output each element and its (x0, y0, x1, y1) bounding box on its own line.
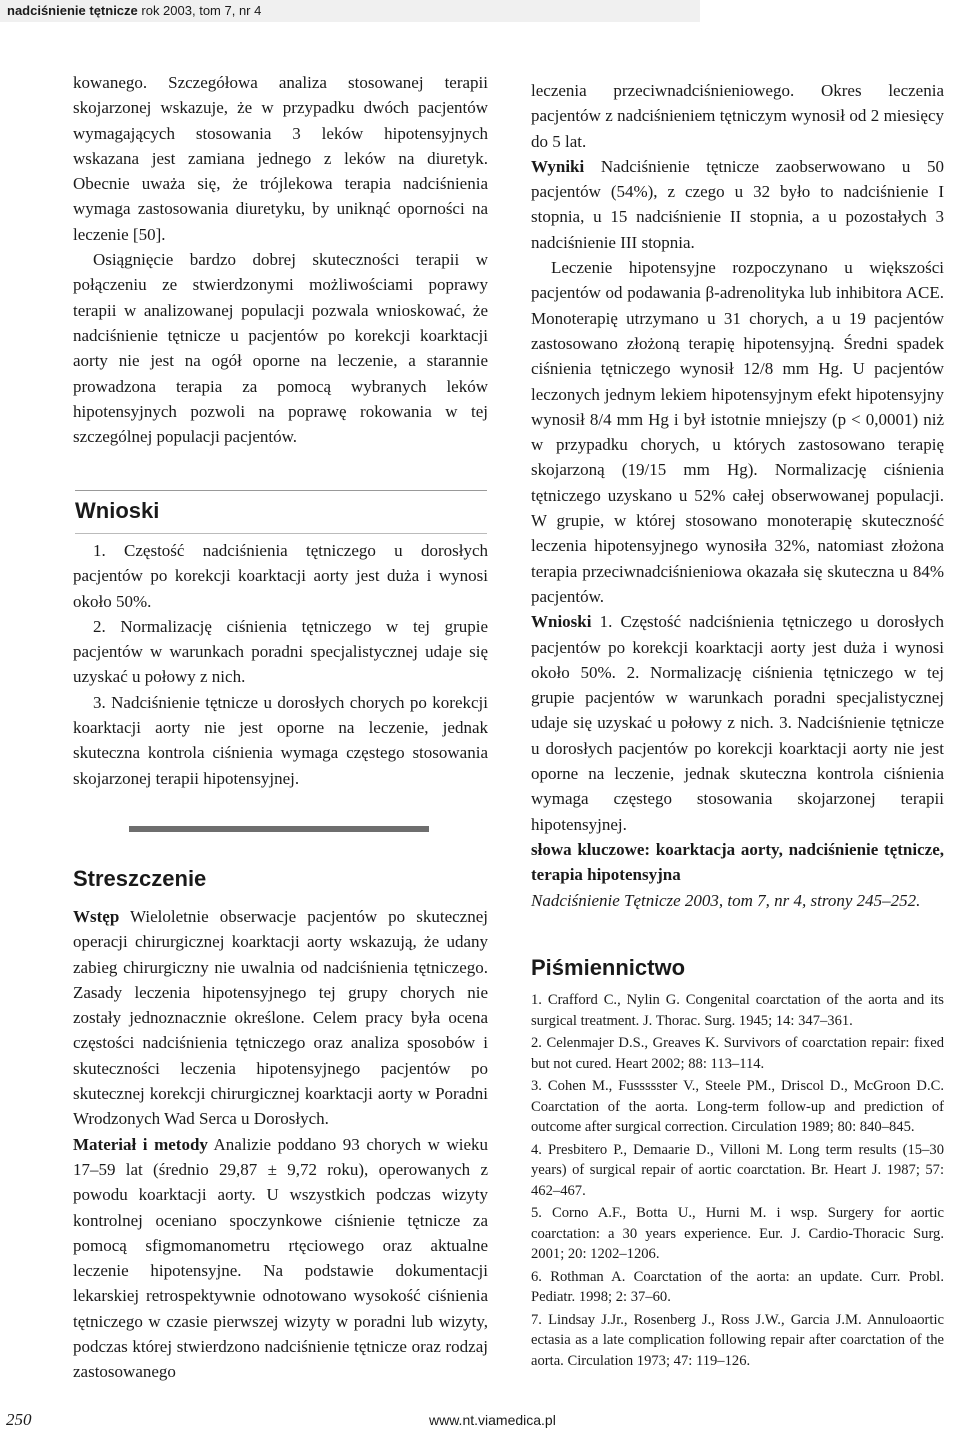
abstract-paragraph (73, 1132, 488, 1385)
page-number: 250 (6, 1410, 32, 1429)
abstract-paragraph: Leczenie hipotensyjne rozpoczynano u większości pacjentów od podawania β-adrenolityka lub inhibitora ACE. Monoterapię utrzymano u 31 chorych, a u 19 pacjentów zastosowano złożoną terapię hipotensyjną. Średni spadek ciśnienia tętniczego wynosił 12/8 mm Hg. U pacjentów leczonych jednym lekiem hipotensyjnym efekt hipotensyjny wynosił 8/4 mm Hg i był istotnie mniejszy (p < 0,0001) niż w przypadku chorych, u których zastosowano terapię skojarzoną (19/15 mm Hg). Normalizację ciśnienia tętniczego uzyskano u 52% całej obserwowanej populacji. W grupie, w której stosowano monoterapię skuteczność leczenia hipotensyjnego wynosiła 32%, natomiast złożona terapia przeciwnadciśnieniowa okazała się skuteczna u 84% pacjentów. (531, 258, 944, 606)
text-wyniki: Nadciśnienie tętnicze zaobserwowano u 50 pacjentów (54%), z czego u 32 było to nadciśnienie I stopnia, u 15 nadciśnienie II stopnia, a u pozostałych 3 nadciśnienie III stopnia. (531, 156, 944, 252)
abstract-right (531, 78, 944, 913)
header-text (7, 0, 261, 22)
text-wnioski: 1. Częstość nadciśnienia tętniczego u dorosłych pacjentów po korekcji koarktacji aorty jest duża i wynosi około 50%. 2. Normalizację ciśnienia tętniczego w tej grupie pacjentów w warunkach poradni specjalistycznej udaje się uzyskać u połowy z nich. 3. Nadciśnienie tętnicze u dorosłych pacjentów po korekcji koarktacji aorty nie jest oporne na leczenie, jednak skuteczna kontrola ciśnienia wymaga częstego stosowania skojarzonej terapii hipotensyjnej. (531, 612, 944, 834)
keywords: słowa kluczowe: koarktacja aorty, nadciśnienie tętnicze, terapia hipotensyjna (531, 839, 944, 885)
left-column-top (73, 70, 488, 449)
conclusion-item: 2. Normalizację ciśnienia tętniczego w tej grupie pacjentów w warunkach poradni specjalistycznej udaje się uzyskać u połowy z nich. (73, 616, 488, 687)
reference-item: 2. Celenmajer D.S., Greaves K. Survivors of coarctation repair: fixed but not cured. Heart 2002; 88: 113–114. (531, 1035, 944, 1072)
body-paragraph: kowanego. Szczegółowa analiza stosowanej terapii skojarzonej wskazuje, że w przypadku dwóch pacjentów wymagających stosowania 3 leków hipotensyjnych wskazana jest zamiana jednego z leków na diuretyk. Obecnie uważa się, że trójlekowa terapia nadciśnienia wymaga zastosowania diuretyku, by uniknąć oporności na leczenie [50]. (73, 73, 488, 244)
label-wyniki: Wyniki (531, 156, 585, 176)
reference-item: 3. Cohen M., Fussssster V., Steele PM., Driscol D., McGroon D.C. Coarctation of the aorta. Long-term follow-up and prediction of outcome after surgical correction. Circulation 1989; 80: 840–845. (531, 1078, 944, 1135)
reference-item: 5. Corno A.F., Botta U., Hurni M. i wsp. Surgery for aortic coarctation: a 30 years experience. Eur. J. Cardio-Thoracic Surg. 2001; 20: 1202–1206. (531, 1205, 944, 1262)
reference-item: 4. Presbitero P., Demaarie D., Villoni M. Long term results (15–30 years) of surgical repair of aortic coarctation. Br. Heart J. 1987; 57: 462–467. (531, 1141, 944, 1199)
section-rule (75, 533, 487, 534)
footer-url: www.nt.viamedica.pl (429, 1412, 556, 1428)
reference-list (531, 990, 944, 1373)
reference-item: 6. Rothman A. Coarctation of the aorta: an update. Curr. Probl. Pediatr. 1998; 2: 37–60. (531, 1268, 944, 1305)
citation: Nadciśnienie Tętnicze 2003, tom 7, nr 4, strony 245–252. (531, 890, 921, 910)
conclusions-list (73, 538, 488, 791)
issue-info: rok 2003, tom 7, nr 4 (141, 3, 262, 18)
body-paragraph: Osiągnięcie bardzo dobrej skuteczności terapii w połączeniu ze stwierdzonymi możliwościami poprawy terapii w analizowanej populacji pozwala wnioskować, że nadciśnienie tętnicze u pacjentów po korekcji koarktacji aorty nie jest na ogół oporne na leczenie, a starannie prowadzona terapia za pomocą wybranych leków hipotensyjnych pozwoli na poprawę rokowania w tej szczególnej populacji pacjentów. (73, 250, 488, 447)
abstract-paragraph (73, 904, 488, 1132)
reference-item: 7. Lindsay J.Jr., Rosenberg J., Ross J.W., Garcia J.M. Annuloaortic ectasia as a late complication following repair after coarctation of the aorta. Circulation 1973; 47: 119–126. (531, 1311, 944, 1369)
reference-item: 1. Crafford C., Nylin G. Congenital coarctation of the aorta and its surgical treatment. J. Thorac. Surg. 1945; 14: 347–361. (531, 992, 944, 1029)
text-wstep: Wieloletnie obserwacje pacjentów po skutecznej operacji chirurgicznej koarktacji aorty wskazują, że udany zabieg chirurgiczny nie uwalnia od nadciśnienia tętniczego. Zasady leczenia hipotensyjnego tej grupy chorych nie zostały jednoznacznie określone. Celem pracy była ocena częstości nadciśnienia tętniczego oraz analiza sposobów i skuteczności leczenia hipotensyjnego pacjentów po skutecznej korekcji chirurgicznej koarktacji aorty w Poradni Wrodzonych Wad Serca u Dorosłych. (73, 907, 488, 1129)
abstract-left (73, 904, 488, 1385)
conclusion-item: 3. Nadciśnienie tętnicze u dorosłych chorych po korekcji koarktacji aorty nie jest oporne na leczenie, jednak skuteczna kontrola ciśnienia wymaga częstego stosowania skojarzonej terapii hipotensyjnej. (73, 692, 488, 788)
abstract-paragraph (531, 154, 944, 255)
abstract-paragraph: leczenia przeciwnadciśnieniowego. Okres leczenia pacjentów z nadciśnieniem tętniczym wynosił od 2 miesięcy do 5 lat. (531, 81, 944, 151)
abstract-paragraph (531, 609, 944, 837)
journal-name: nadciśnienie tętnicze (7, 3, 138, 18)
label-material: Materiał i metody (73, 1134, 208, 1154)
section-title-streszczenie: Streszczenie (73, 866, 207, 891)
section-title-bibliography: Piśmiennictwo (531, 955, 686, 980)
section-title-wnioski: Wnioski (75, 498, 160, 523)
separator-bar (129, 826, 429, 832)
section-rule (75, 490, 487, 491)
text-material: Analizie poddano 93 chorych w wieku 17–59 lat (średnio 29,87 ± 9,72 roku), operowanych z powodu koarktacji aorty. U wszystkich podczas wizyty kontrolnej oceniano spoczynkowe ciśnienie tętnicze za pomocą sfigmomanometru rtęciowego oraz aktualne leczenie hipotensyjne. Na podstawie dokumentacji lekarskiej retrospektywnie odnotowano wysokość ciśnienia tętniczego w czasie pierwszej wizyty w poradni lub wizyty, podczas której stwierdzono nadciśnienie tętnicze oraz rodzaj zastosowanego (73, 1134, 488, 1382)
label-wstep: Wstęp (73, 907, 120, 926)
label-wnioski: Wnioski (531, 612, 592, 632)
conclusion-item: 1. Częstość nadciśnienia tętniczego u dorosłych pacjentów po korekcji koarktacji aorty jest duża i wynosi około 50%. (73, 541, 488, 611)
running-header (0, 0, 960, 22)
